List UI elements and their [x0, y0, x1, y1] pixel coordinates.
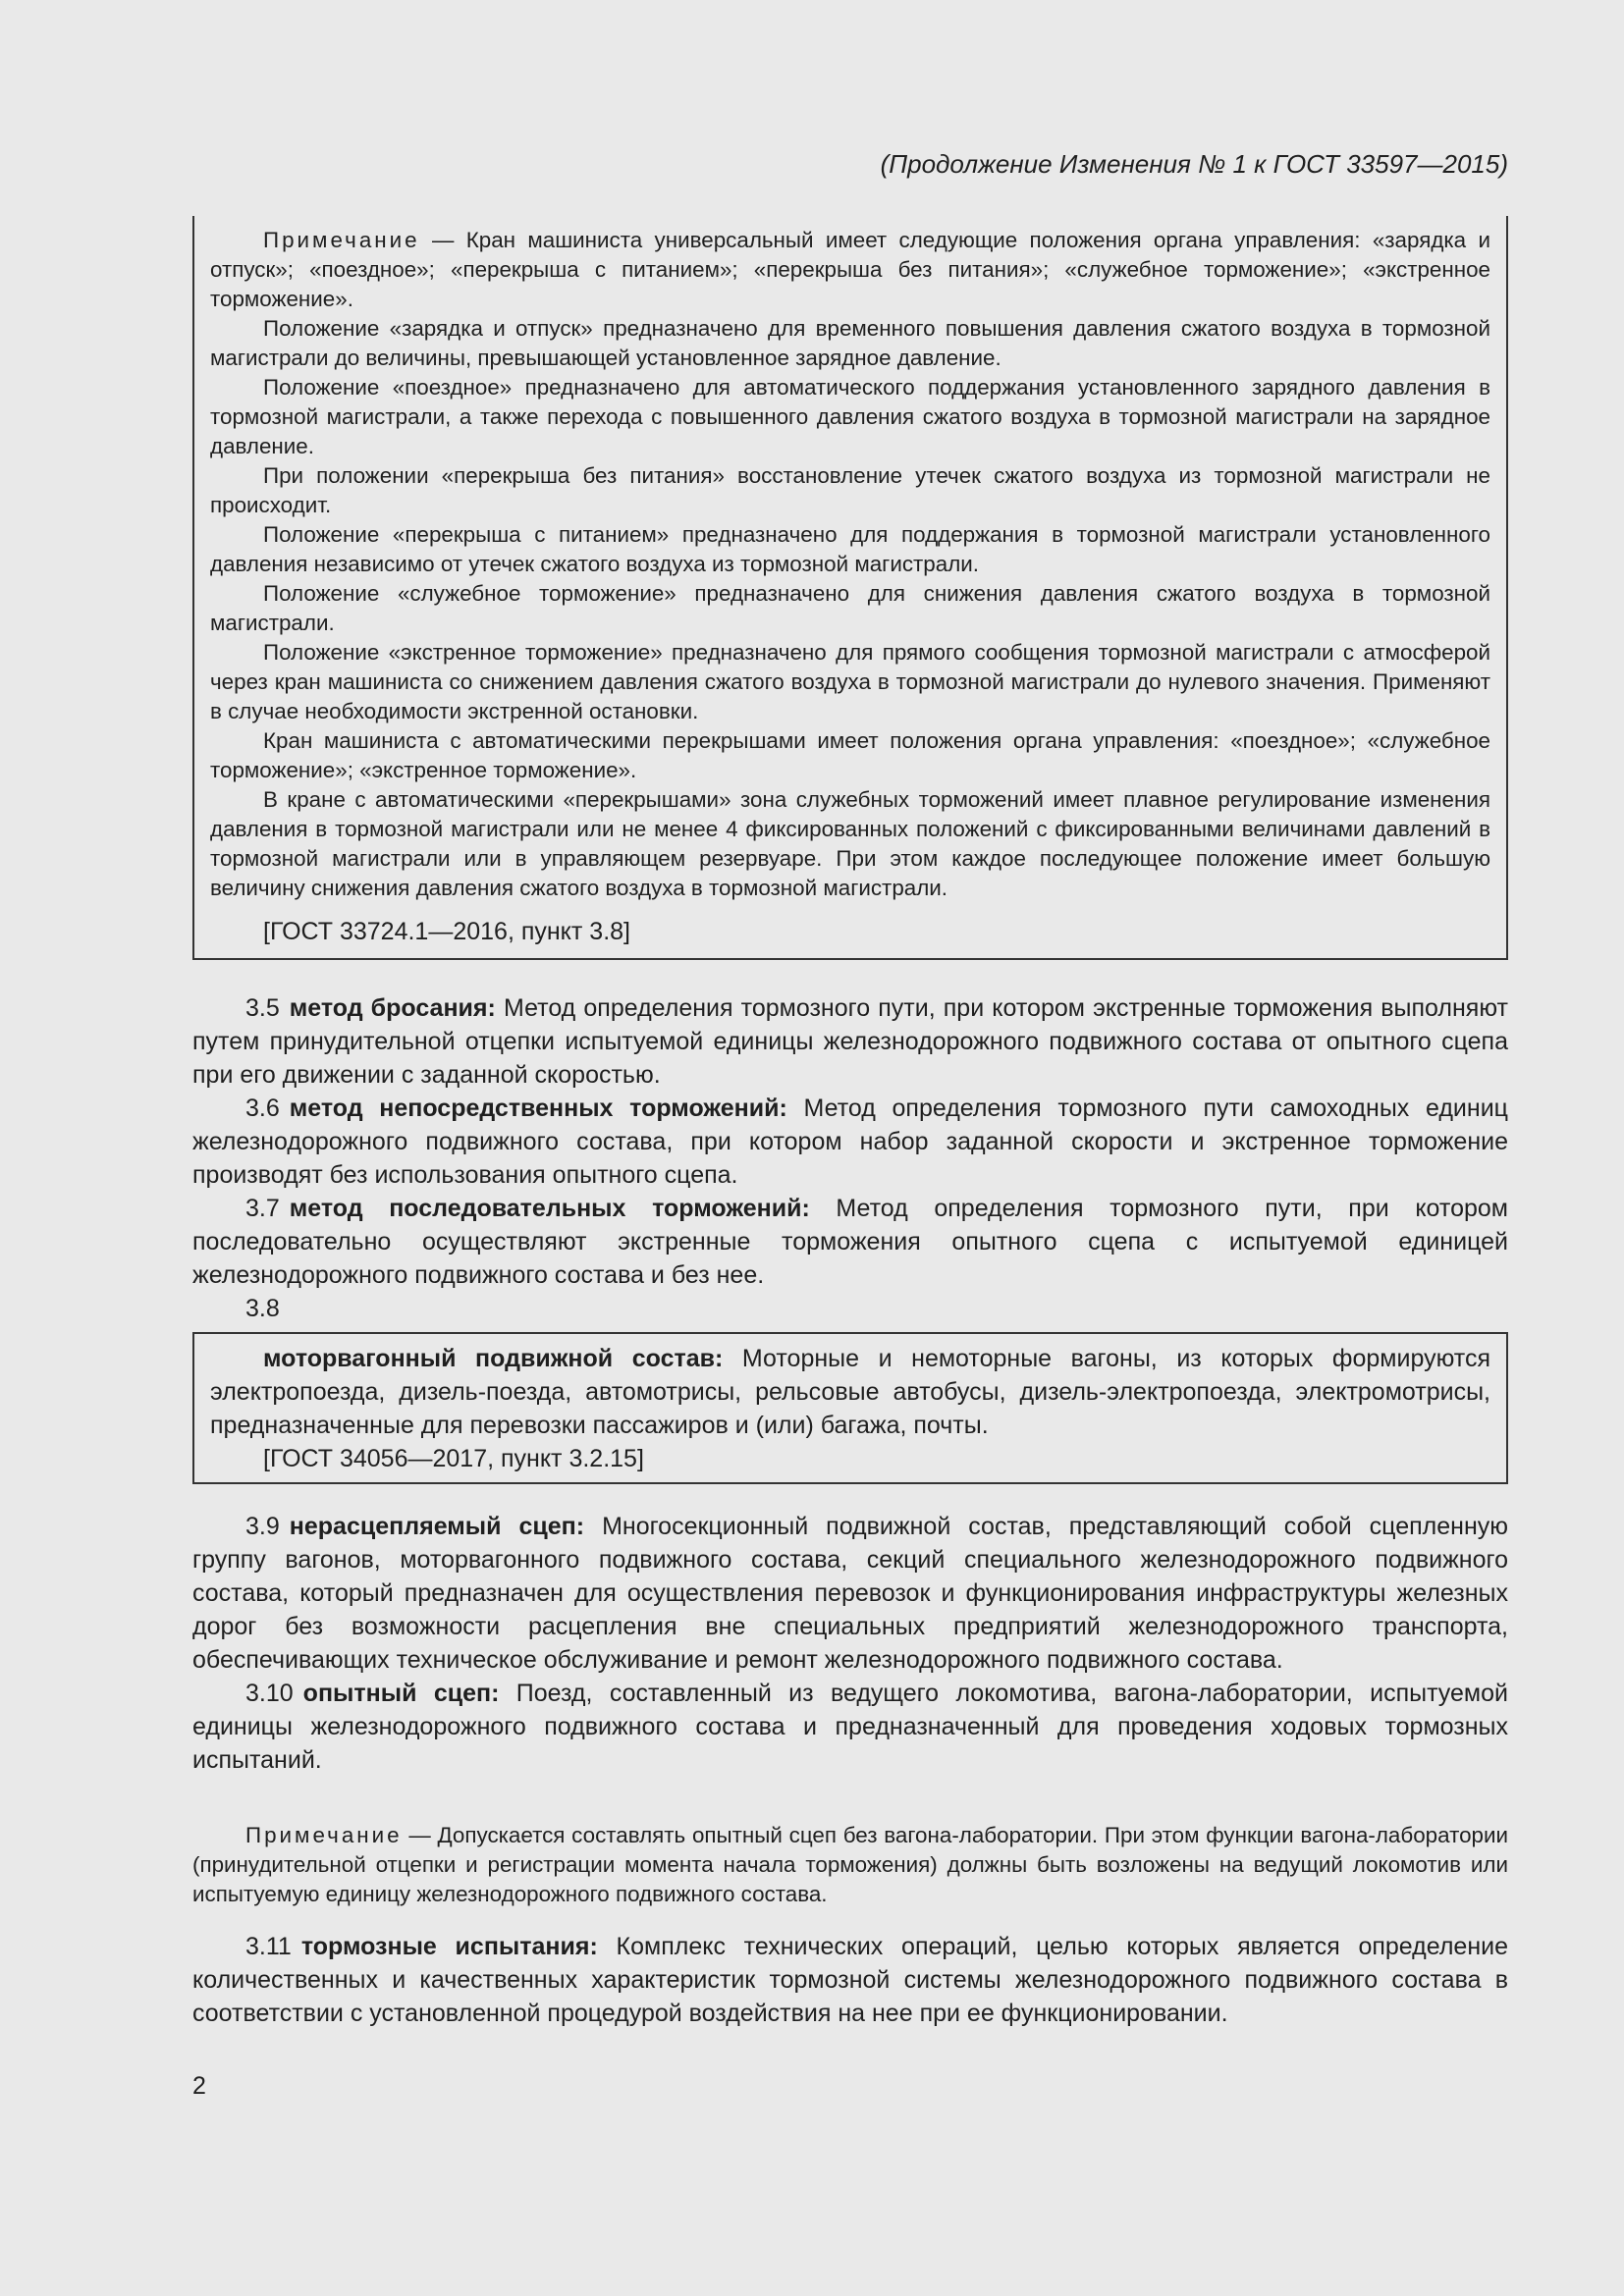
definition-term: опытный сцеп: — [302, 1680, 500, 1707]
note-paragraph: Положение «служебное торможение» предназначено для снижения давления сжатого воздуха в тормозной магистрали. — [210, 581, 1490, 635]
page-header: (Продолжение Изменения № 1 к ГОСТ 33597—2015) — [880, 149, 1508, 179]
note-label: Примечание — [263, 228, 420, 252]
note-paragraph: Положение «перекрыша с питанием» предназначено для поддержания в тормозной магистрали установленного давления независимо от утечек сжатого воздуха из тормозной магистрали. — [210, 522, 1490, 576]
section-number: 3.5 — [245, 994, 280, 1022]
definition-text: Многосекционный подвижной состав, представляющий собой сцепленную группу вагонов, моторвагонного подвижного состава, секций специального железнодорожного подвижного состава, который предназначен для осуществления перевозок и функционирования инфраструктуры железных дорог без возможности расцепления вне специальных предприятий железнодорожного транспорта, обеспечивающих техническое обслуживание и ремонт железнодорожного подвижного состава. — [192, 1513, 1508, 1674]
source-reference: [ГОСТ 33724.1—2016, пункт 3.8] — [263, 918, 630, 945]
definition-text: Метод определения тормозного пути, при котором экстренные торможения выполняют путем принудительной отцепки испытуемой единицы железнодорожного подвижного состава от опытного сцепа при его движении с заданной скоростью. — [192, 994, 1508, 1089]
note-paragraph: При положении «перекрыша без питания» восстановление утечек сжатого воздуха из тормозной магистрали не происходит. — [210, 463, 1490, 517]
note-label: Примечание — [245, 1823, 403, 1847]
definitions-block-a — [192, 991, 1508, 1325]
definition-term: нерасцепляемый сцеп: — [289, 1513, 585, 1540]
definition-text: Метод определения тормозного пути, при котором последовательно осуществляют экстренные торможения опытного сцепа с испытуемой единицей железнодорожного подвижного состава и без нее. — [192, 1195, 1508, 1289]
definition-paragraph — [192, 1092, 1508, 1192]
note-paragraph: Кран машиниста с автоматическими перекрышами имеет положения органа управления: «поездное»; «служебное торможение»; «экстренное торможение». — [210, 728, 1490, 782]
definition-term: тормозные испытания: — [300, 1933, 598, 1960]
note-paragraph — [210, 226, 1490, 314]
section-number: 3.6 — [245, 1095, 280, 1122]
note-paragraph — [192, 1821, 1508, 1909]
definitions-block-b — [192, 1510, 1508, 1777]
definition-text: Метод определения тормозного пути самоходных единиц железнодорожного подвижного состава, при котором набор заданной скорости и экстренное торможение производят без использования опытного сцепа. — [192, 1095, 1508, 1189]
section-number: 3.11 — [245, 1933, 292, 1960]
section-number-3-8: 3.8 — [245, 1295, 280, 1322]
note-paragraph: Положение «зарядка и отпуск» предназначено для временного повышения давления сжатого воздуха в тормозной магистрали до величины, превышающей установленное зарядное давление. — [210, 316, 1490, 370]
definition-term: метод последовательных торможений: — [289, 1195, 810, 1222]
definition-term: метод бросания: — [289, 994, 496, 1022]
note-paragraph: Положение «экстренное торможение» предназначено для прямого сообщения тормозной магистрали с атмосферой через кран машиниста со снижением давления сжатого воздуха в тормозной магистрали до нулевого значения. Применяют в случае необходимости экстренной остановки. — [210, 640, 1490, 723]
section-number: 3.7 — [245, 1195, 280, 1222]
section-number: 3.9 — [245, 1513, 280, 1540]
definition-text: Комплекс технических операций, целью которых является определение количественных и качественных характеристик тормозной системы железнодорожного подвижного состава в соответствии с установленной процедурой воздействия на нее при ее функционировании. — [192, 1933, 1508, 2027]
note-text: — Кран машиниста универсальный имеет следующие положения органа управления: «зарядка и отпуск»; «поездное»; «перекрыша с питанием»; «перекрыша без питания»; «служебное торможение»; «экстренное торможение». — [210, 228, 1490, 311]
page-number: 2 — [192, 2072, 206, 2100]
note-block — [192, 1821, 1508, 1909]
note-text: — Допускается составлять опытный сцеп без вагона-лаборатории. При этом функции вагона-лаборатории (принудительной отцепки и регистрации момента начала торможения) должны быть возложены на ведущий локомотив или испытуемую единицу железнодорожного подвижного состава. — [192, 1823, 1508, 1906]
definition-text: Поезд, составленный из ведущего локомотива, вагона-лаборатории, испытуемой единицы железнодорожного подвижного состава и предназначенный для проведения ходовых тормозных испытаний. — [192, 1680, 1508, 1774]
definition-paragraph — [192, 991, 1508, 1092]
note-paragraph: Положение «поездное» предназначено для автоматического поддержания установленного зарядного давления в тормозной магистрали, а также перехода с повышенного давления сжатого воздуха в тормозной магистрали на зарядное давление. — [210, 375, 1490, 458]
definition-term: метод непосредственных торможений: — [289, 1095, 787, 1122]
framed-quote-gost-34056 — [192, 1332, 1508, 1484]
definition-paragraph — [192, 1930, 1508, 2030]
definitions-block-c — [192, 1930, 1508, 2030]
source-reference: [ГОСТ 34056—2017, пункт 3.2.15] — [263, 1445, 644, 1472]
definition-paragraph — [192, 1510, 1508, 1677]
definition-text: Моторные и немоторные вагоны, из которых формируются электропоезда, дизель-поезда, автомотрисы, рельсовые автобусы, дизель-электропоезда, электромотрисы, предназначенные для перевозки пассажиров и (или) багажа, почты. — [210, 1345, 1490, 1439]
definition-paragraph — [192, 1192, 1508, 1292]
definition-paragraph — [210, 1342, 1490, 1442]
framed-quote-gost-33724 — [192, 216, 1508, 960]
note-paragraph: В кране с автоматическими «перекрышами» зона служебных торможений имеет плавное регулирование изменения давления в тормозной магистрали или не менее 4 фиксированных положений с фиксированными величинами давлений в тормозной магистрали или в управляющем резервуаре. При этом каждое последующее положение имеет большую величину снижения давления сжатого воздуха в тормозной магистрали. — [210, 787, 1490, 900]
definition-term: моторвагонный подвижной состав: — [263, 1345, 724, 1372]
definition-paragraph — [192, 1677, 1508, 1777]
section-number: 3.10 — [245, 1680, 294, 1707]
